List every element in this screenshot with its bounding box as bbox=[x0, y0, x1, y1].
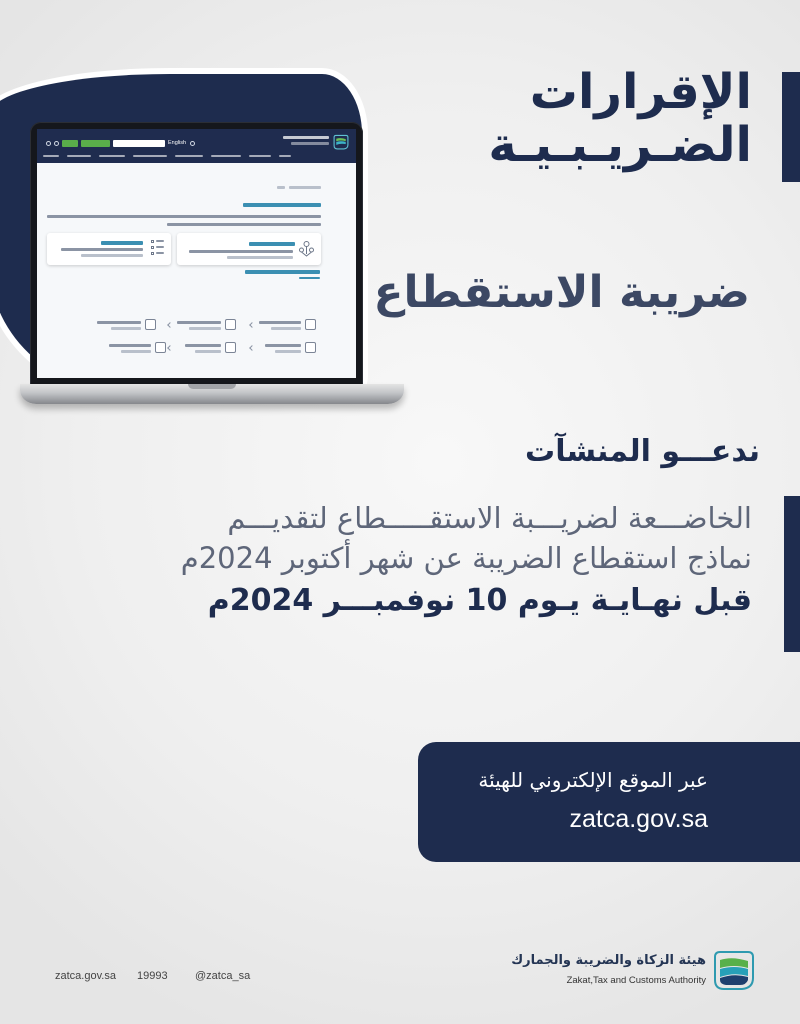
screen-nav-item bbox=[279, 155, 291, 157]
screen-user-icon bbox=[54, 141, 59, 146]
footer-phone: 19993 bbox=[137, 970, 168, 982]
screen-text-line bbox=[121, 350, 151, 353]
screen-globe-icon bbox=[46, 141, 51, 146]
page-title-line-2: الضـريـبـيـة bbox=[488, 117, 752, 173]
screen-text-line bbox=[271, 327, 301, 330]
footer-website: zatca.gov.sa bbox=[55, 970, 116, 982]
screen-nav-item bbox=[175, 155, 203, 157]
screen-card-title-line bbox=[101, 241, 143, 245]
screen-chevron-left-icon bbox=[167, 345, 173, 351]
screen-text-line bbox=[61, 248, 143, 251]
screen-requirements-card bbox=[47, 233, 171, 265]
screen-text-line bbox=[189, 327, 221, 330]
tax-type-subtitle: ضريبة الاستقطاع bbox=[373, 267, 750, 318]
screen-text-line bbox=[156, 240, 164, 242]
screen-checkbox-icon bbox=[151, 252, 154, 255]
screen-target-audience-card bbox=[177, 233, 321, 265]
screen-nav-item bbox=[133, 155, 167, 157]
screen-text-line bbox=[195, 350, 221, 353]
laptop-notch bbox=[188, 384, 236, 389]
screen-users-icon bbox=[299, 240, 314, 258]
screen-step-icon bbox=[305, 342, 316, 353]
zatca-logo-icon bbox=[712, 948, 756, 992]
screen-text-line bbox=[47, 215, 321, 218]
screen-text-line bbox=[185, 344, 221, 347]
screen-nav-item bbox=[43, 155, 59, 157]
screen-search-box bbox=[113, 140, 165, 147]
screen-nav-item bbox=[99, 155, 125, 157]
screen-text-line bbox=[177, 321, 221, 324]
screen-text-line bbox=[156, 246, 164, 248]
screen-checkbox-icon bbox=[151, 246, 154, 249]
screen-language-toggle: English bbox=[168, 140, 187, 146]
screen-text-line bbox=[227, 256, 293, 259]
screen-nav-item bbox=[211, 155, 241, 157]
screen-nav-item bbox=[249, 155, 271, 157]
page-title-line-1: الإقرارات bbox=[529, 64, 752, 120]
screen-section-underline bbox=[299, 277, 320, 279]
invitation-text-line-2: نماذج استقطاع الضريبة عن شهر أكتوبر 2024م bbox=[180, 541, 752, 575]
accent-bar-top bbox=[782, 72, 800, 182]
brand-name-english: Zakat,Tax and Customs Authority bbox=[566, 975, 706, 986]
screen-green-button bbox=[62, 140, 78, 147]
screen-step-icon bbox=[225, 319, 236, 330]
laptop-display bbox=[37, 129, 356, 378]
screen-checkbox-icon bbox=[151, 240, 154, 243]
invitation-heading: ندعـــو المنشآت bbox=[525, 434, 760, 469]
invitation-text-line-1: الخاضـــعة لضريـــبة الاستقـــــطاع لتقديـــم bbox=[227, 501, 752, 535]
screen-page-title-line bbox=[243, 203, 321, 207]
screen-text-line bbox=[275, 350, 301, 353]
screen-green-button bbox=[81, 140, 110, 147]
brand-name-arabic: هيئة الزكاة والضريبة والجمارك bbox=[511, 953, 706, 968]
website-callout-label: عبر الموقع الإلكتروني للهيئة bbox=[478, 768, 708, 792]
screen-chevron-left-icon bbox=[167, 322, 173, 328]
screen-logo-text-line bbox=[291, 142, 329, 145]
screen-text-line bbox=[167, 223, 321, 226]
deadline-text: قبل نهـايـة يـوم 10 نوفمبـــر 2024م bbox=[207, 583, 752, 618]
screen-nav-item bbox=[67, 155, 91, 157]
screen-step-icon bbox=[155, 342, 166, 353]
screen-step-icon bbox=[305, 319, 316, 330]
laptop-base bbox=[20, 384, 404, 404]
screen-step-icon bbox=[145, 319, 156, 330]
accent-bar-middle bbox=[784, 496, 800, 652]
screen-card-title-line bbox=[249, 242, 295, 246]
screen-chevron-left-icon bbox=[249, 322, 255, 328]
screen-site-header bbox=[37, 129, 356, 163]
screen-zatca-logo-icon bbox=[333, 134, 349, 150]
screen-text-line bbox=[259, 321, 301, 324]
screen-text-line bbox=[111, 327, 141, 330]
footer-social-handle: @zatca_sa bbox=[195, 970, 251, 982]
screen-text-line bbox=[97, 321, 141, 324]
screen-section-title-line bbox=[245, 270, 320, 274]
screen-text-line bbox=[109, 344, 151, 347]
website-callout-box bbox=[418, 742, 800, 862]
screen-text-line bbox=[189, 250, 293, 253]
screen-text-line bbox=[265, 344, 301, 347]
screen-accessibility-icon bbox=[190, 141, 195, 146]
screen-text-line bbox=[81, 254, 143, 257]
screen-chevron-left-icon bbox=[249, 345, 255, 351]
screen-breadcrumb-line bbox=[277, 186, 285, 189]
screen-text-line bbox=[156, 252, 164, 254]
screen-logo-text-line bbox=[283, 136, 329, 139]
website-callout-url: zatca.gov.sa bbox=[569, 805, 708, 833]
screen-step-icon bbox=[225, 342, 236, 353]
screen-breadcrumb-line bbox=[289, 186, 321, 189]
